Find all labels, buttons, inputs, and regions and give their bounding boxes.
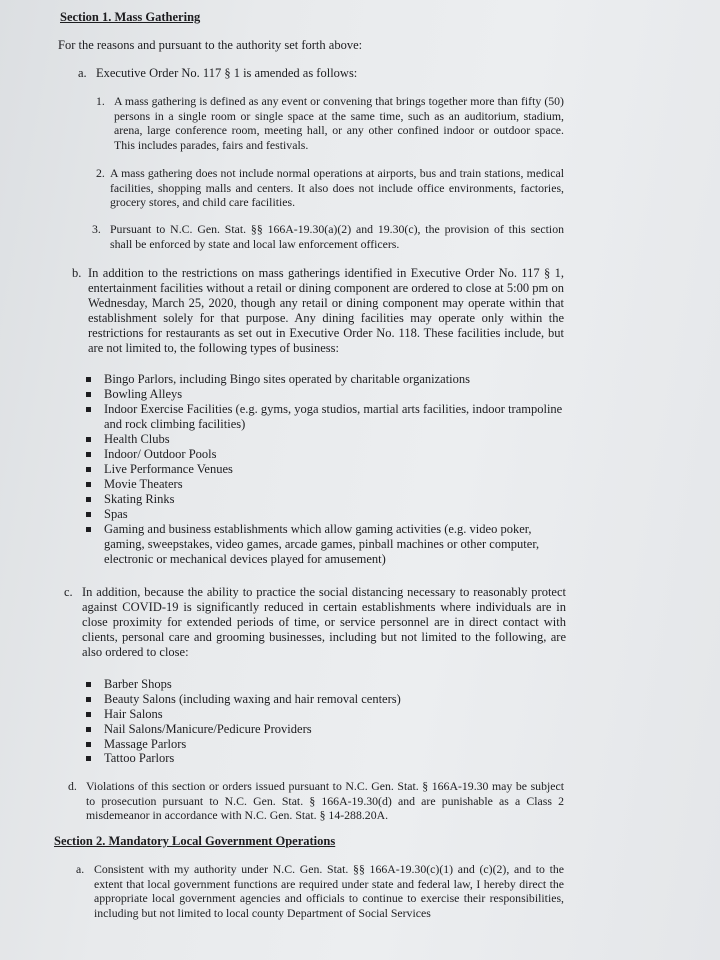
section-2-a-text: Consistent with my authority under N.C. Gen. Stat. §§ 166A-19.30(c)(1) and (c)(2), and to the extent that local government functions are required under state and federal law, I hereby direct the appropriate local government agencies and officials to continue to exercise their responsibilities, including but not limited to local county Department of Social Services — [94, 862, 564, 920]
paragraph-c-marker: c. — [64, 585, 73, 599]
document-page: Section 1. Mass Gathering For the reasons and pursuant to the authority set forth above: a. Executive Order No. 117 § 1 is amended as follows: 1. A mass gathering is defined as any event or convening that brings together more than fifty (50) persons in a single room or single space at the same time, such as an auditorium, stadium, arena, large conference room, meeting hall, or any other confined indoor or outdoor space. This includes parades, fairs and festivals. 2. A mass gathering does not include normal operations at airports, bus and train stations, medical facilities, shopping malls and centers. It also does not include office environments, factories, grocery stores, and child care facilities. 3. Pursuant to N.C. Gen. Stat. §§ 166A-19.30(a)(2) and 19.30(c), the provision of this section shall be enforced by state and local law enforcement officers. b. In addition to the restrictions on mass gatherings identified in Executive Order No. 117 § 1, entertainment facilities without a retail or dining component are ordered to close at 5:00 pm on Wednesday, March 25, 2020, though any retail or dining component may operate within that establishment solely for that purpose. Any dining facilities may operate only within the restrictions for restaurants as set out in Executive Order No. 118. These facilities include, but are not limited to, the following types of business: Bingo Parlors, including Bingo sites operated by charitable organizations Bowling Alleys Indoor Exercise Facilities (e.g. gyms, yoga studios, martial arts facilities, indoor trampoline and rock climbing facilities) Health Clubs Indoor/ Outdoor Pools Live Performance Venues Movie Theaters Skating Rinks Spas Gaming and business establishments which allow gaming activities (e.g. video poker, gaming, sweepstakes, video games, arcade games, pinball machines or other computer, electronic or mechanical devices played for amusement) c. In addition, because the ability to practice the social distancing necessary to reasonably protect against COVID-19 is significantly reduced in certain establishments where individuals are in close proximity for extended periods of time, or service personnel are in direct contact with clients, personal care and grooming businesses, including but not limited to the following, are also ordered to close: Barber Shops Beauty Salons (including waxing and hair removal centers) Hair Salons Nail Salons/Manicure/Pedicure Providers Massage Parlors Tattoo Parlors d. Violations of this section or orders issued pursuant to N.C. Gen. Stat. § 166A-19.30 may be subject to prosecution pursuant to N.C. Gen. Stat. § 166A-19.30(d) and are punishable as a Class 2 misdemeanor in accordance with N.C. Gen. Stat. § 14-288.20A. Section 2. Mandatory Local Government Operations a. Consistent with my authority under N.C. Gen. Stat. §§ 166A-19.30(c)(1) and (c)(2), and to the extent that local government functions are required under state and federal law, I hereby direct the appropriate local government agencies and officials to continue to exercise their responsibilities, including but not limited to local county Department of Social Services — [54, 10, 566, 920]
section-2-a-marker: a. — [76, 862, 85, 876]
item-3-marker: 3. — [92, 222, 101, 236]
bullet-square-icon — [86, 512, 91, 517]
bullet-square-icon — [86, 467, 91, 472]
paragraph-a-marker: a. — [78, 66, 87, 80]
paragraph-a-text: Executive Order No. 117 § 1 is amended as follows: — [96, 66, 358, 80]
paragraph-c-text: In addition, because the ability to practice the social distancing necessary to reasonably protect against COVID-19 is significantly reduced in certain establishments where individuals are in close proximity for extended periods of time, or service personnel are in direct contact with clients, personal care and grooming businesses, including but not limited to the following, are also ordered to close: — [82, 585, 566, 659]
bullet-square-icon — [86, 452, 91, 457]
section-1-heading: Section 1. Mass Gathering — [60, 10, 201, 24]
bullet-square-icon — [86, 682, 91, 687]
bullet-square-icon — [86, 392, 91, 397]
bullet-square-icon — [86, 482, 91, 487]
item-2-text: A mass gathering does not include normal operations at airports, bus and train stations, medical facilities, shopping malls and centers. It also does not include office environments, factories, grocery stores, and child care facilities. — [110, 166, 564, 209]
paragraph-d-text: Violations of this section or orders issued pursuant to N.C. Gen. Stat. § 166A-19.30 may be subject to prosecution pursuant to N.C. Gen. Stat. § 166A-19.30(d) and are punishable as a Class 2 misdemeanor in accordance with N.C. Gen. Stat. § 14-288.20A. — [86, 779, 564, 822]
paragraph-d-marker: d. — [68, 779, 77, 793]
bullet-square-icon — [86, 712, 91, 717]
bullet-square-icon — [86, 437, 91, 442]
bullet-square-icon — [86, 377, 91, 382]
bullet-square-icon — [86, 742, 91, 747]
section-2-heading: Section 2. Mandatory Local Government Operations — [54, 834, 336, 848]
bullet-square-icon — [86, 697, 91, 702]
bullet-square-icon — [86, 407, 91, 412]
paragraph-b-text: In addition to the restrictions on mass gatherings identified in Executive Order No. 117 § 1, entertainment facilities without a retail or dining component are ordered to close at 5:00 pm on Wednesday, March 25, 2020, though any retail or dining component may operate within that establishment solely for that purpose. Any dining facilities may operate only within the restrictions for restaurants as set out in Executive Order No. 118. These facilities include, but are not limited to, the following types of business: — [88, 266, 564, 355]
bullet-square-icon — [86, 756, 91, 761]
item-1-text: A mass gathering is defined as any event or convening that brings together more than fifty (50) persons in a single room or single space at the same time, such as an auditorium, stadium, arena, large conference room, meeting hall, or any other confined indoor or outdoor space. This includes parades, fairs and festivals. — [114, 94, 564, 152]
bullet-square-icon — [86, 497, 91, 502]
bullet-square-icon — [86, 527, 91, 532]
bullet-square-icon — [86, 727, 91, 732]
item-2-marker: 2. — [96, 166, 105, 180]
item-1-marker: 1. — [96, 94, 105, 108]
paragraph-b-marker: b. — [72, 266, 82, 280]
item-3-text: Pursuant to N.C. Gen. Stat. §§ 166A-19.30(a)(2) and 19.30(c), the provision of this section shall be enforced by state and local law enforcement officers. — [110, 222, 564, 251]
section-1-intro: For the reasons and pursuant to the authority set forth above: — [58, 38, 363, 52]
